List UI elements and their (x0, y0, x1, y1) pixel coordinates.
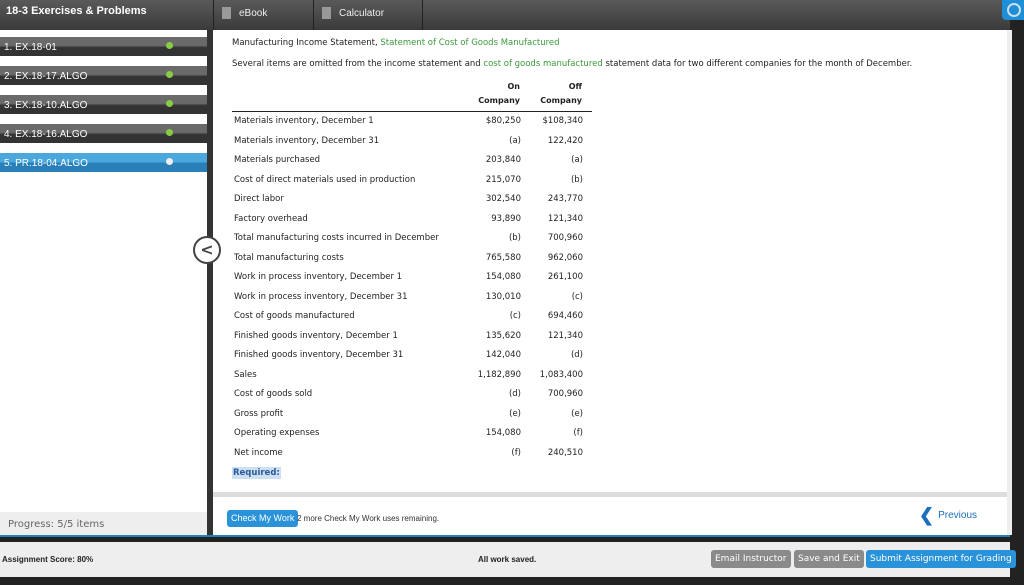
off-company-value: (e) (571, 408, 583, 419)
off-company-value: $108,340 (542, 116, 583, 126)
on-company-value: 154,080 (485, 428, 521, 438)
row-label: Work in process inventory, December 1 (234, 272, 403, 282)
item-label: 2. EX.18-17.ALGO (4, 71, 88, 82)
on-company-value: 130,010 (485, 291, 521, 302)
previous-label: Previous (938, 509, 977, 521)
on-company-value: 215,070 (485, 174, 521, 185)
off-company-value: 121,340 (547, 330, 583, 341)
intro-b: statement data for two different companies for the month of December. (602, 59, 913, 69)
row-label: Sales (234, 369, 257, 380)
on-company-value: 765,580 (485, 252, 521, 263)
required-label: Required: (233, 468, 280, 478)
remaining-text: 2 more Check My Work uses remaining. (297, 514, 440, 523)
off-company-value: 121,340 (547, 213, 583, 224)
collapse-sidebar-button[interactable]: < (193, 236, 221, 264)
sidebar-item-1[interactable] (0, 37, 207, 56)
current-dot-icon (166, 158, 173, 165)
table-row (234, 428, 594, 442)
item-label: 4. EX.18-16.ALGO (4, 129, 88, 140)
assignment-score: Assignment Score: 80% (2, 555, 94, 564)
top-bar (0, 0, 1010, 30)
row-label: Total manufacturing costs (234, 252, 344, 263)
check-my-work-button[interactable]: Check My Work (227, 510, 298, 527)
sidebar-item-4[interactable] (0, 124, 207, 143)
on-company-value: 93,890 (491, 213, 521, 224)
calculator-icon (322, 7, 331, 19)
on-company-value: (a) (509, 135, 521, 146)
problem-content (213, 30, 1007, 492)
off-company-value: 700,960 (547, 233, 583, 243)
check-icon (166, 71, 173, 78)
assignment-title: 18-3 Exercises & Problems (6, 5, 147, 17)
row-label: Finished goods inventory, December 1 (234, 330, 398, 341)
table-row (234, 350, 594, 364)
check-icon (166, 100, 173, 107)
email-instructor-button[interactable]: Email Instructor (711, 550, 791, 568)
on-company-value: (d) (508, 389, 521, 399)
on-company-value: (c) (509, 311, 521, 321)
check-icon (166, 42, 173, 49)
problem-heading (232, 38, 560, 48)
on-company-value: (e) (509, 408, 521, 419)
off-company-value: 700,960 (547, 389, 583, 399)
check-icon (166, 129, 173, 136)
tab-label: eBook (239, 8, 268, 19)
heading-link[interactable]: Statement of Cost of Goods Manufactured (380, 38, 560, 48)
on-company-value: 154,080 (485, 272, 521, 282)
intro-link[interactable]: cost of goods manufactured (483, 59, 603, 69)
on-company-value: 302,540 (485, 194, 521, 204)
row-label: Total manufacturing costs incurred in December (234, 233, 439, 243)
on-company-value: 1,182,890 (477, 369, 521, 380)
tab-calculator[interactable] (313, 0, 423, 30)
off-company-value: 243,770 (547, 194, 583, 204)
column-header-off (540, 80, 582, 108)
col-line1: Off (568, 82, 582, 91)
table-row (234, 409, 594, 423)
row-label: Factory overhead (234, 213, 308, 224)
table-row (234, 233, 594, 247)
chevron-left-icon: ❮ (919, 505, 935, 525)
table-row (234, 370, 594, 384)
table-row (234, 136, 594, 150)
row-label: Work in process inventory, December 31 (234, 291, 408, 302)
item-label: 1. EX.18-01 (4, 42, 57, 53)
on-company-value: (b) (508, 233, 521, 243)
save-and-exit-button[interactable]: Save and Exit (794, 550, 864, 568)
off-company-value: 694,460 (547, 311, 583, 321)
heading-text: Manufacturing Income Statement, (232, 38, 381, 48)
item-label: 3. EX.18-10.ALGO (4, 100, 88, 111)
intro-text (232, 59, 912, 69)
action-row (213, 497, 1007, 535)
intro-a: Several items are omitted from the income statement and (232, 59, 484, 69)
row-label: Materials purchased (234, 155, 321, 165)
footer (0, 542, 1010, 577)
table-row (234, 116, 594, 130)
row-label: Finished goods inventory, December 31 (234, 350, 404, 360)
table-row (234, 272, 594, 286)
off-company-value: 1,083,400 (539, 369, 583, 380)
table-row (234, 331, 594, 345)
save-status: All work saved. (478, 555, 537, 564)
off-company-value: 122,420 (547, 135, 583, 146)
table-row (234, 175, 594, 189)
on-company-value: 135,620 (485, 330, 521, 341)
off-company-value: (d) (570, 350, 583, 360)
row-label: Cost of direct materials used in production (234, 174, 416, 185)
progress-text: Progress: 5/5 items (0, 512, 207, 535)
row-label: Gross profit (234, 408, 284, 419)
table-row (234, 194, 594, 208)
col-line1: On (507, 82, 520, 91)
row-label: Net income (234, 447, 283, 458)
row-label: Operating expenses (234, 428, 320, 438)
col-line2: Company (540, 96, 582, 105)
row-label: Cost of goods sold (234, 389, 313, 399)
on-company-value: 203,840 (485, 155, 521, 165)
off-company-value: 962,060 (547, 252, 583, 263)
on-company-value: 142,040 (485, 350, 521, 360)
help-icon[interactable] (1002, 0, 1024, 20)
off-company-value: (a) (571, 155, 583, 165)
previous-button[interactable] (919, 505, 977, 525)
table-row (234, 253, 594, 267)
sidebar-item-2[interactable] (0, 66, 207, 85)
tab-label: Calculator (339, 8, 385, 19)
footer-accent (0, 535, 1010, 537)
col-line2: Company (478, 96, 520, 105)
off-company-value: (c) (571, 291, 583, 302)
tab-ebook[interactable] (213, 0, 313, 30)
sidebar-item-3[interactable] (0, 95, 207, 114)
table-row (234, 311, 594, 325)
submit-assignment-button[interactable]: Submit Assignment for Grading (866, 550, 1016, 568)
item-label: 5. PR.18-04.ALGO (4, 158, 88, 169)
row-label: Materials inventory, December 1 (234, 116, 374, 126)
on-company-value: $80,250 (485, 116, 521, 126)
scrollbar[interactable] (1007, 30, 1012, 535)
table-row (234, 292, 594, 306)
book-icon (222, 7, 231, 19)
table-row (234, 214, 594, 228)
row-label: Materials inventory, December 31 (234, 135, 380, 146)
off-company-value: (b) (570, 174, 583, 185)
on-company-value: (f) (511, 447, 521, 458)
row-label: Cost of goods manufactured (234, 311, 355, 321)
off-company-value: 240,510 (547, 447, 583, 458)
off-company-value: (f) (573, 428, 583, 438)
sidebar-item-5[interactable] (0, 153, 207, 172)
row-label: Direct labor (234, 194, 284, 204)
table-row (234, 448, 594, 462)
table-row (234, 389, 594, 403)
sidebar (0, 30, 207, 535)
off-company-value: 261,100 (547, 272, 583, 282)
column-header-on (478, 80, 520, 108)
table-row (234, 155, 594, 169)
header-rule (232, 111, 592, 112)
